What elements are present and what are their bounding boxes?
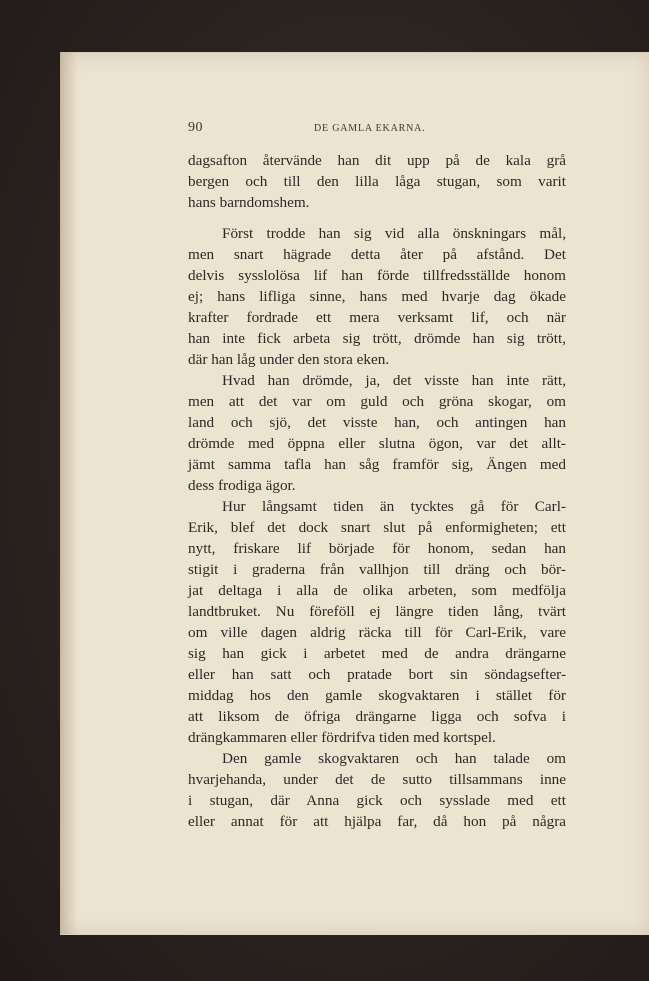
text-line: Den gamle skogvaktaren och han talade om	[222, 750, 566, 767]
text-line: middag hos den gamle skogvaktaren i stället för	[188, 687, 566, 704]
running-title: DE GAMLA EKARNA.	[314, 123, 426, 134]
text-line: jämt samma tafla han såg framför sig, Ängen med	[188, 456, 566, 473]
page-number: 90	[188, 120, 203, 135]
body-text	[188, 150, 566, 832]
text-line: Hvad han drömde, ja, det visste han inte rätt,	[222, 372, 566, 389]
text-line: drömde med öppna eller slutna ögon, var det allt-	[188, 435, 566, 452]
text-line: eller annat för att hjälpa far, då hon på några	[188, 813, 566, 830]
text-line: jat deltaga i alla de olika arbeten, som medfölja	[188, 582, 566, 599]
text-line: ej; hans lifliga sinne, hans med hvarje dag ökade	[188, 288, 566, 305]
text-line: delvis sysslolösa lif han förde tillfredsställde honom	[188, 267, 566, 284]
text-line: Hur långsamt tiden än tycktes gå för Carl-	[222, 498, 566, 515]
text-line: men att det var om guld och gröna skogar, om	[188, 393, 566, 410]
text-line: hans barndomshem.	[188, 194, 310, 211]
text-line: eller han satt och pratade bort sin söndagsefter-	[188, 666, 566, 683]
paragraph	[188, 748, 566, 832]
page-header	[188, 120, 568, 138]
text-line: han inte fick arbeta sig trött, drömde han sig trött,	[188, 330, 566, 347]
text-line: i stugan, där Anna gick och sysslade med ett	[188, 792, 566, 809]
text-line: dagsafton återvände han dit upp på de kala grå	[188, 152, 566, 169]
text-line: Först trodde han sig vid alla önskningars mål,	[222, 225, 566, 242]
text-line: drängkammaren eller fördrifva tiden med kortspel.	[188, 729, 496, 746]
text-line: landtbruket. Nu föreföll ej längre tiden lång, tvärt	[188, 603, 566, 620]
text-line: hvarjehanda, under det de sutto tillsammans inne	[188, 771, 566, 788]
text-line: krafter fordrade ett mera verksamt lif, och när	[188, 309, 566, 326]
paragraph	[188, 150, 566, 213]
text-line: stigit i graderna från vallhjon till dräng och bör-	[188, 561, 566, 578]
text-line: bergen och till den lilla låga stugan, som varit	[188, 173, 566, 190]
text-line: att liksom de öfriga drängarne ligga och sofva i	[188, 708, 566, 725]
text-line: där han låg under den stora eken.	[188, 351, 390, 368]
text-line: om ville dagen aldrig räcka till för Carl-Erik, vare	[188, 624, 566, 641]
page-gutter-shadow	[60, 52, 78, 934]
text-line: Erik, blef det dock snart slut på enformigheten; ett	[188, 519, 566, 536]
paragraph	[188, 223, 566, 370]
text-line: nytt, friskare lif började för honom, sedan han	[188, 540, 566, 557]
text-line: land och sjö, det visste han, och antingen han	[188, 414, 566, 431]
text-line: sig han gick i arbetet med de andra drängarne	[188, 645, 566, 662]
text-line: men snart hägrade detta åter på afstånd. Det	[188, 246, 566, 263]
text-line: dess frodiga ägor.	[188, 477, 296, 494]
paragraph	[188, 496, 566, 748]
paragraph	[188, 370, 566, 496]
